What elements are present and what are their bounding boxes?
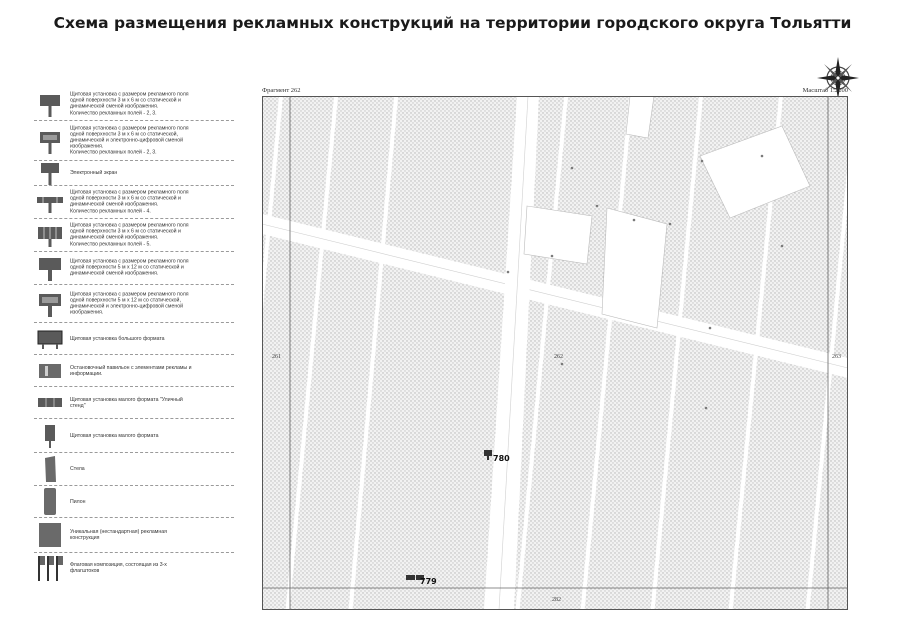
legend-text: Флаговая композиция, состоящая из 3-х флагштоков [70, 561, 167, 574]
legend-text: Щитовая установка с размером рекламного поля одной поверхности 3 м х 6 м со статической и динамической сменой изображения. Количество рекламных полей - 4. [70, 189, 189, 215]
small-format-billboard-icon [36, 421, 64, 451]
legend-item [34, 355, 234, 387]
electronic-screen-icon [36, 158, 64, 188]
billboard-3x6-static-icon [36, 89, 64, 119]
bus-stop-pavilion-icon [36, 356, 64, 386]
legend-text: Уникальная (нестандартная) рекламная конструкция [70, 528, 167, 541]
legend-item [34, 252, 234, 285]
building [524, 206, 592, 264]
legend-item [34, 285, 234, 323]
legend-text: Щитовая установка большого формата [70, 335, 165, 342]
legend-item [34, 419, 234, 453]
legend-text: Остановочный павильон с элементами рекламы и информации. [70, 364, 192, 377]
large-format-billboard-icon [36, 324, 64, 354]
map-canvas[interactable] [262, 96, 848, 610]
legend-item [34, 553, 234, 583]
billboard-3x6-digital-icon [36, 126, 64, 156]
legend-text: Щитовая установка с размером рекламного поля одной поверхности 5 м х 12 м со статической, динамической и электронно-цифровой сменой изображения. [70, 291, 189, 316]
legend-item [34, 486, 234, 518]
legend-item [34, 387, 234, 419]
legend [34, 88, 234, 583]
building [602, 208, 667, 328]
stela-icon [36, 454, 64, 484]
legend-text: Щитовая установка с размером рекламного поля одной поверхности 3 м х 6 м со статической, динамической и электронно-цифровой сменой изображения. Количество рекламных полей - 2, 3. [70, 124, 189, 156]
city-stand-icon [36, 388, 64, 418]
flag-composition-icon [36, 553, 64, 583]
legend-item [34, 121, 234, 161]
adjacent-fragment-right: 263 [832, 354, 841, 360]
legend-item [34, 453, 234, 486]
legend-item [34, 219, 234, 252]
pylon-icon [36, 487, 64, 517]
legend-text: Стела [70, 465, 85, 472]
legend-text: Щитовая установка малого формата [70, 432, 159, 439]
legend-text: Электронный экран [70, 169, 118, 176]
fragment-label: Фрагмент 262 [262, 87, 301, 94]
marker-label: 780 [493, 454, 510, 463]
legend-item [34, 186, 234, 219]
adjacent-fragment-bottom: 282 [552, 597, 561, 603]
block-number: 262 [554, 354, 563, 360]
legend-text: Пилон [70, 498, 86, 505]
unique-construction-icon [36, 520, 64, 550]
billboard-5x12-digital-icon [36, 289, 64, 319]
page-title: Схема размещения рекламных конструкций на территории городского округа Тольятти [53, 14, 852, 32]
legend-item [34, 323, 234, 355]
billboard-3x6-five-fields-icon [36, 220, 64, 250]
legend-text: Щитовая установка малого формата "Уличный стенд" [70, 396, 183, 409]
adjacent-fragment-left: 261 [272, 354, 281, 360]
billboard-5x12-static-icon [36, 253, 64, 283]
legend-text: Щитовая установка с размером рекламного поля одной поверхности 5 м х 12 м со статической и динамической сменой изображения. [70, 258, 189, 278]
scale-label: Масштаб 1:2200 [802, 87, 848, 94]
marker-label: 779 [420, 577, 437, 586]
legend-item [34, 518, 234, 553]
legend-text: Щитовая установка с размером рекламного поля одной поверхности 3 м х 6 м со статической и динамической сменой изображения. Количество рекламных полей - 5. [70, 222, 189, 248]
legend-item [34, 88, 234, 121]
billboard-3x6-four-fields-icon [36, 187, 64, 217]
legend-item [34, 161, 234, 186]
legend-text: Щитовая установка с размером рекламного поля одной поверхности 3 м х 6 м со статической и динамической сменой изображения. Количество рекламных полей - 2, 3. [70, 91, 189, 117]
